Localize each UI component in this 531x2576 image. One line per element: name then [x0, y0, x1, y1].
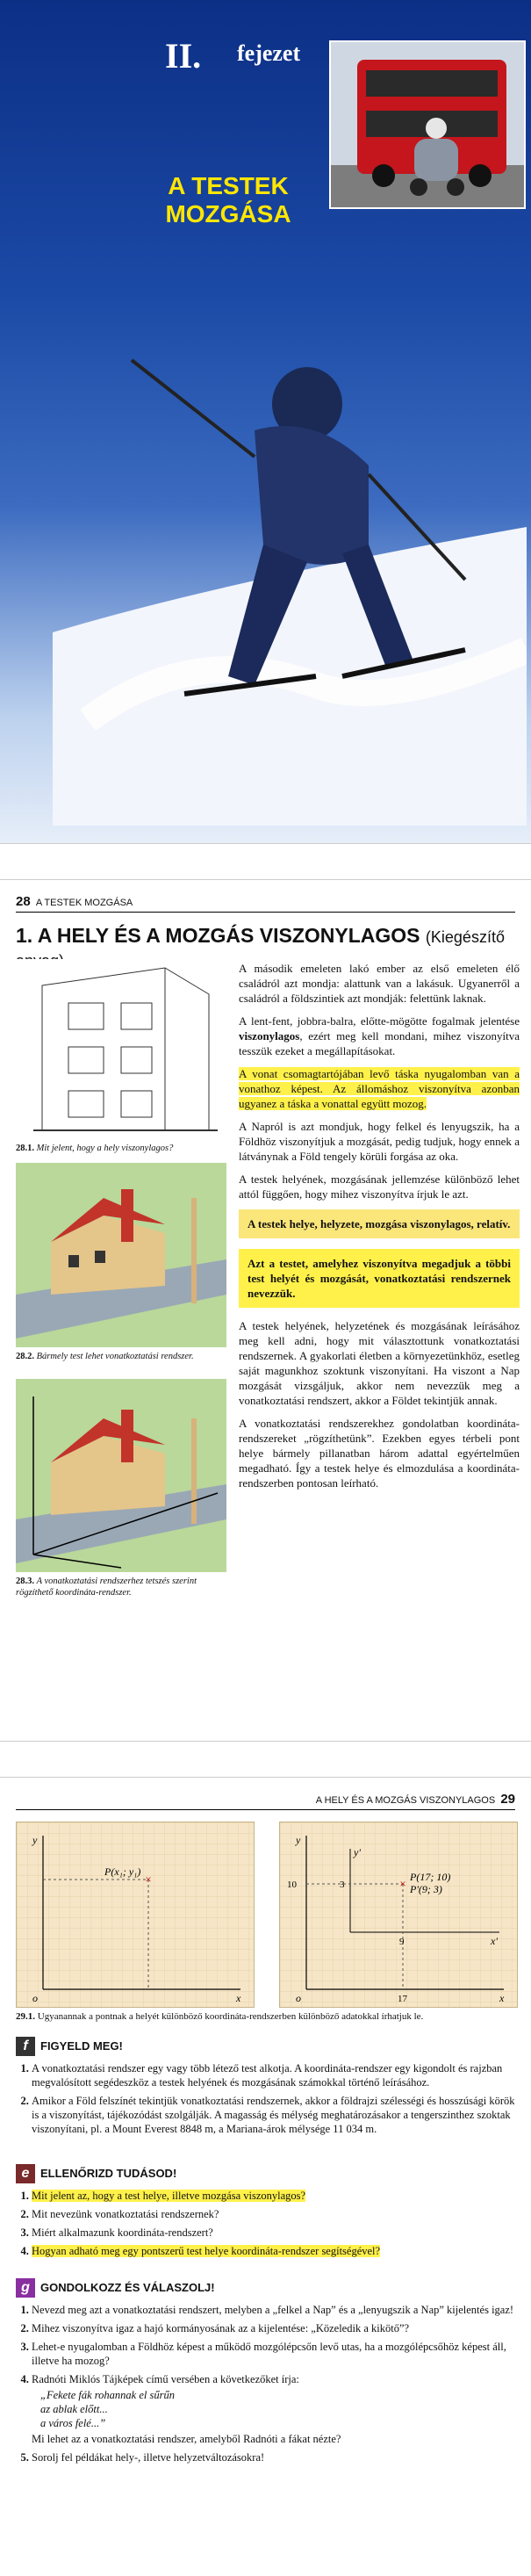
paragraph: A második emeleten lakó ember az első emeleten élő családról azt mondja: alattunk van a lakásuk. Ugyanerről a családról a földszintiek azt mondják: felettünk laknak.: [239, 962, 520, 1005]
section-gondolkozz: [16, 2278, 516, 2469]
bus-scooter-photo: [329, 40, 526, 209]
y-axis-label: y: [296, 1834, 301, 1846]
section-title: FIGYELD MEG!: [40, 2039, 123, 2053]
section-figyeld-meg: [16, 2037, 516, 2140]
key-statement-box: A testek helye, helyzete, mozgása viszonylagos, relatív.: [239, 1209, 520, 1238]
e-icon: e: [16, 2164, 35, 2183]
paragraph: A testek helyének, helyzetének és mozgásának leírásához meg kell adni, hogy mit választottunk vonatkoztatási rendszernek. A gyakorlati életben a környezetünkhöz, esetleg saját magunkhoz szoktunk viszonyítani. Ha viszont a Nap mozgását vizsgáljuk, akkor nem nevezzük meg a vonatkoztatási rendszert, akkor a Földet tekintjük annak.: [239, 1319, 520, 1407]
figure-28-1: 28.1. Mit jelent, hogy a hely viszonylagos?: [16, 959, 226, 1154]
paragraph: A Napról is azt mondjuk, hogy felkel és lenyugszik, ha a Földhöz viszonyítjuk a mozgását, pedig tudjuk, hogy ennek a látványnak a Föld tengely körüli forgása az oka.: [239, 1120, 520, 1163]
coordinate-graph-1: [16, 1822, 255, 2008]
list-item: 1. A vonatkoztatási rendszer egy vagy több létező test alkotja. A koordináta-rendszer egy kigondolt és rajzban megvalósított segédeszköz a testek helyének és mozgásának számokkal történő leírásához.: [32, 2061, 516, 2089]
paragraph: A testek helyének, mozgásának jellemzése különböző lehet attól függően, hogy mihez viszonyítva írjuk le azt.: [239, 1173, 520, 1201]
chapter-title: A TESTEK MOZGÁSA: [165, 172, 291, 227]
skier-photo: [53, 263, 527, 826]
definition-box: Azt a testet, amelyhez viszonyítva megadjuk a többi test helyét és mozgását, vonatkoztatási rendszernek nevezzük.: [239, 1249, 520, 1308]
origin-label: o: [32, 1992, 38, 2004]
section-title: GONDOLKOZZ ÉS VÁLASZOLJ!: [40, 2281, 215, 2294]
point-marker: ×: [399, 1877, 406, 1890]
body-text-column: [239, 961, 520, 1498]
page-28: [0, 880, 531, 1741]
list-item: 4. Radnóti Miklós Tájképek című versében a következőket írja: „Fekete fák rohannak el sűrűn az ablak előtt... a város felé...” Mi lehet az a vonatkoztatási rendszer, amelyből Radnóti a fákat nézte?: [32, 2372, 516, 2446]
graph-caption: 29.1. Ugyanannak a pontnak a helyét különböző koordináta-rendszerben különböző adatokkal írhatjuk le.: [16, 2011, 424, 2022]
point-marker: ×: [145, 1872, 152, 1886]
page-separator: [0, 843, 531, 880]
list-item: 2. Mihez viszonyítva igaz a hajó kormányosának az a kijelentése: „Közeledik a kikötő”?: [32, 2321, 516, 2335]
tick-label-y: 10: [287, 1880, 297, 1890]
section-title: ELLENŐRIZD TUDÁSOD!: [40, 2167, 177, 2180]
list-item: 2. Mit nevezünk vonatkoztatási rendszernek?: [32, 2207, 516, 2221]
x-axis-label: x: [236, 1992, 241, 2004]
chapter-word: fejezet: [237, 40, 301, 66]
chapter-number: II.: [165, 36, 202, 76]
section-heading: 1. A HELY ÉS A MOZGÁS VISZONYLAGOS (Kiegészítő: [16, 924, 505, 947]
point-label-prime: P'(9; 3): [410, 1883, 442, 1895]
point-label: P(x₁; y₁): [104, 1865, 141, 1878]
running-head: A HELY ÉS A MOZGÁS VISZONYLAGOS 29: [315, 1792, 515, 1807]
list-item: 4. Hogyan adható meg egy pontszerű test helye koordináta-rendszer segítségével?: [32, 2244, 516, 2258]
header-rule: [16, 912, 515, 913]
poem-quote: „Fekete fák rohannak el sűrűn az ablak előtt... a város felé...”: [40, 2389, 175, 2429]
figure-28-2: 28.2. Bármely test lehet vonatkoztatási rendszer.: [16, 1163, 226, 1362]
section-ellenorizd-tudasod: [16, 2164, 516, 2262]
list-item: 2. Amikor a Föld felszínét tekintjük vonatkoztatási rendszernek, akkor a földrajzi szélességi és hosszúsági körök is a viszonyítást, tájékozódást szolgálják. A magasság és mélység meghatározásakor a tengerszinthez szoktak viszonyítani, pl. a Mount Everest 8848 m, a Mariana-árok mélysége 11 034 m.: [32, 2094, 516, 2136]
figure-caption: Mit jelent, hogy a hely viszonylagos?: [36, 1144, 174, 1153]
tick-label-x2: 9: [399, 1937, 405, 1947]
list-item: 3. Miért alkalmazunk koordináta-rendszert?: [32, 2226, 516, 2240]
paragraph: A vonatkoztatási rendszerekhez gondolatban koordináta-rendszereket „rögzíthetünk”. Ezekben egyes térbeli pont helye bármely pillanatban három adattal egyértelműen megadható. Így a testek helye és elmozdulása a koordináta-rendszerben pontosan leírható.: [239, 1417, 520, 1490]
origin-label: o: [296, 1992, 301, 2004]
village-coordinate-drawing: [16, 1379, 226, 1572]
chapter-cover: [0, 0, 531, 843]
paragraph: A lent-fent, jobbra-balra, előtte-mögötte fogalmak jelentése viszonylagos, ezért meg kell mondani, mihez viszonyítva tesszük ezeket a megállapításokat.: [239, 1014, 520, 1057]
header-rule: [16, 1809, 515, 1810]
page-29: [0, 1778, 531, 2576]
list-item: 5. Sorolj fel példákat hely-, illetve helyzetváltozásokra!: [32, 2450, 516, 2464]
coordinate-graph-2: [279, 1822, 518, 2008]
g-icon: g: [16, 2278, 35, 2298]
f-icon: f: [16, 2037, 35, 2056]
tick-label-y2: 3: [340, 1880, 345, 1890]
page-separator: [0, 1741, 531, 1778]
page-number: 28: [16, 894, 31, 909]
y2-axis-label: y': [354, 1846, 361, 1858]
figure-28-3: 28.3. A vonatkoztatási rendszerhez tetszés szerint rögzíthető koordináta-rendszer.: [16, 1379, 226, 1598]
list-item: 1. Nevezd meg azt a vonatkoztatási rendszert, melyben a „felkel a Nap” és a „lenyugszik a Nap” kijelentés igaz!: [32, 2303, 516, 2317]
figure-caption: Bármely test lehet vonatkoztatási rendszer.: [36, 1352, 194, 1361]
village-scene-drawing: [16, 1163, 226, 1347]
page-number: 29: [500, 1792, 515, 1807]
y-axis-label: y: [32, 1834, 38, 1846]
point-label: P(17; 10): [410, 1871, 451, 1883]
apartment-building-drawing: [16, 959, 226, 1139]
x2-axis-label: x': [491, 1935, 498, 1947]
x-axis-label: x: [499, 1992, 505, 2004]
list-item: 1. Mit jelent az, hogy a test helye, illetve mozgása viszonylagos?: [32, 2189, 516, 2203]
paragraph-highlighted: A vonat csomagtartójában levő táska nyugalomban van a vonathoz képest. Az állomáshoz viszonyítva azonban ugyanez a táska a vonattal együtt mozog.: [239, 1067, 520, 1110]
list-item: 3. Lehet-e nyugalomban a Földhöz képest a működő mozgólépcsőn levő utas, ha a mozgólépcsőhöz képest áll, illetve ha mozog?: [32, 2340, 516, 2368]
figure-caption: A vonatkoztatási rendszerhez tetszés szerint rögzíthető koordináta-rendszer.: [16, 1577, 197, 1598]
running-head: 28 A TESTEK MOZGÁSA: [16, 894, 133, 909]
tick-label-x: 17: [398, 1994, 407, 2004]
